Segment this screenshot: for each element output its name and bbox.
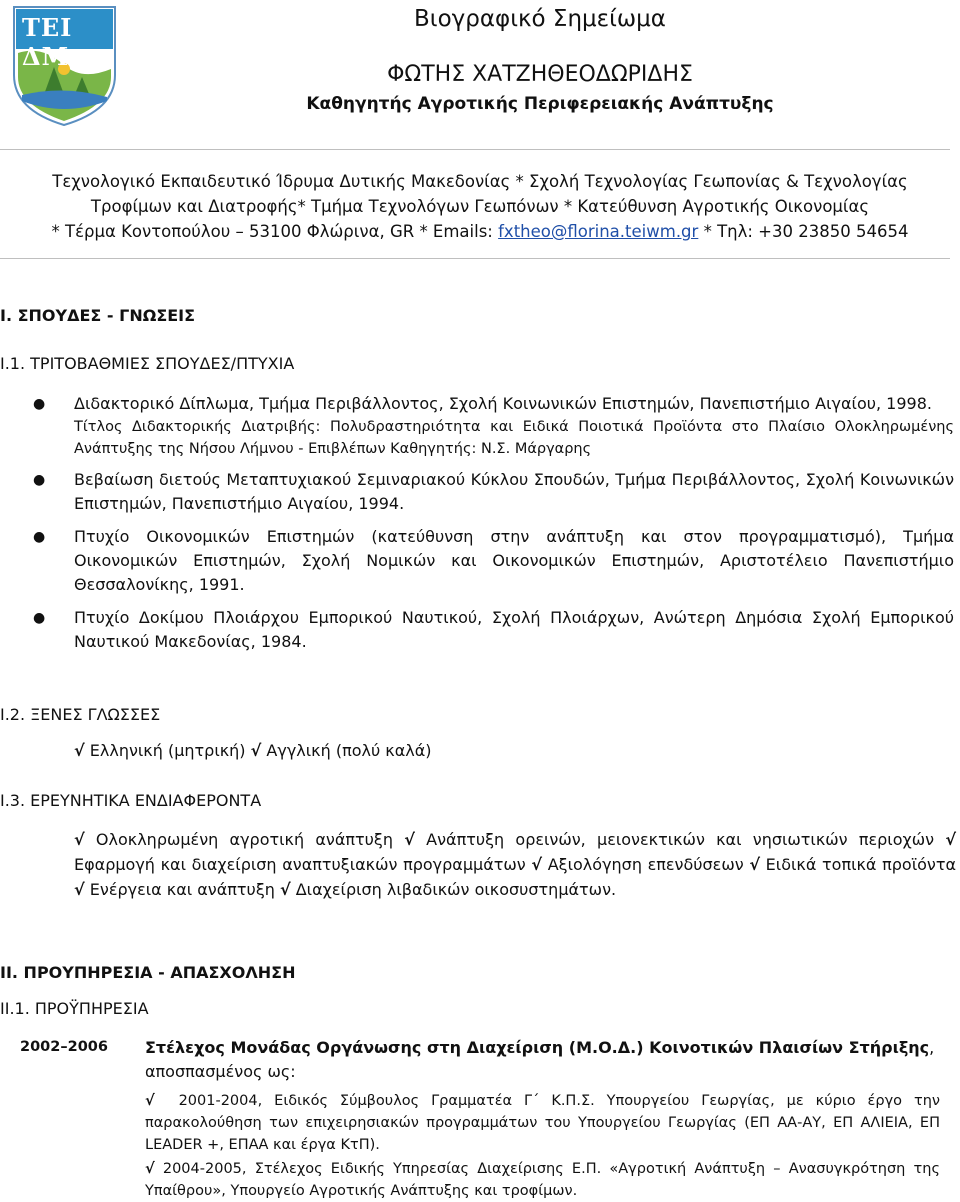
section-interests-heading: Ι.3. ΕΡΕΥΝΗΤΙΚΑ ΕΝΔΙΑΦΕΡΟΝΤΑ xyxy=(0,791,262,810)
degree-text: Διδακτορικό Δίπλωμα, Τμήμα Περιβάλλοντος, Σχολή Κοινωνικών Επιστημών, Πανεπιστήμιο Αιγαίου, 1998. xyxy=(74,394,932,413)
language-item: Ελληνική (μητρική) xyxy=(89,741,246,760)
degree-subtext: Τίτλος Διδακτορικής Διατριβής: Πολυδραστηριότητα και Ειδικά Ποιοτικά Προϊόντα στο Πλαίσιο Ολοκληρωμένης Ανάπτυξης της Νήσου Λήμνου - Επιβλέπων Καθηγητής: Ν.Σ. Μάργαρης xyxy=(74,419,954,457)
document-title: Βιογραφικό Σημείωμα xyxy=(414,6,666,32)
degree-item xyxy=(30,468,954,516)
check-icon: √ xyxy=(74,741,85,760)
check-icon: √ xyxy=(74,880,85,899)
degree-text: Πτυχίο Δοκίμου Πλοιάρχου Εμπορικού Ναυτικού, Σχολή Πλοιάρχων, Ανώτερη Δημόσια Σχολή Εμπορικού Ναυτικού Μακεδονίας, 1984. xyxy=(74,608,954,651)
top-divider xyxy=(0,149,950,150)
bullet-icon: ● xyxy=(33,472,46,488)
duty-text: 2004-2005, Στέλεχος Ειδικής Υπηρεσίας Διαχείρισης Ε.Π. «Αγροτική Ανάπτυξη – Ανασυγκρότηση της Υπαίθρου», Υπουργείο Αγροτικής Ανάπτυξης και τροφίμων. xyxy=(145,1161,940,1199)
interest-item: Διαχείριση λιβαδικών οικοσυστημάτων. xyxy=(295,880,617,899)
interest-item: Ενέργεια και ανάπτυξη xyxy=(89,880,275,899)
phone-text: * Τηλ: +30 23850 54654 xyxy=(698,222,909,241)
check-icon: √ xyxy=(145,1161,155,1177)
degrees-list xyxy=(30,392,954,654)
job-years: 2002–2006 xyxy=(20,1039,108,1055)
duty-text: 2001-2004, Ειδικός Σύμβουλος Γραμματέα Γ΄ Κ.Π.Σ. Υπουργείου Γεωργίας, με κύριο έργο την παρακολούθηση των επιχειρησιακών προγραμμάτων του Υπουργείου Γεωργίας (ΕΠ ΑΑ-ΑΥ, ΕΠ ΑΛΙΕΙΑ, ΕΠ LEADER +, ΕΠΑΑ και έργα ΚτΠ). xyxy=(145,1093,940,1153)
section-tertiary-heading: Ι.1. ΤΡΙΤΟΒΑΘΜΙΕΣ ΣΠΟΥΔΕΣ/ΠΤΥΧΙΑ xyxy=(0,354,295,373)
person-name: ΦΩΤΗΣ ΧΑΤΖΗΘΕΟΔΩΡΙΔΗΣ xyxy=(387,62,693,87)
section-languages-heading: Ι.2. ΞΕΝΕΣ ΓΛΩΣΣΕΣ xyxy=(0,705,161,724)
job-duty xyxy=(145,1158,940,1202)
interest-item: Εφαρμογή και διαχείριση αναπτυξιακών προγραμμάτων xyxy=(74,855,526,874)
degree-item xyxy=(30,525,954,597)
check-icon: √ xyxy=(404,830,415,849)
person-position: Καθηγητής Αγροτικής Περιφερειακής Ανάπτυξης xyxy=(306,94,774,114)
check-icon: √ xyxy=(531,855,543,874)
job-title-line xyxy=(145,1036,940,1084)
institution-line-1: Τεχνολογικό Εκπαιδευτικό Ίδρυμα Δυτικής Μακεδονίας * Σχολή Τεχνολογίας Γεωπονίας & Τεχνολογίας xyxy=(52,172,908,191)
email-link[interactable]: fxtheo@florina.teiwm.gr xyxy=(498,222,699,241)
institution-logo xyxy=(12,5,117,127)
job-body xyxy=(145,1036,940,1202)
interests-paragraph xyxy=(74,827,956,902)
institution-info xyxy=(20,169,940,244)
degree-item xyxy=(30,392,954,460)
interest-item: Ανάπτυξη ορεινών, μειονεκτικών και νησιωτικών περιοχών xyxy=(426,830,935,849)
section-experience-heading: ΙΙ. ΠΡΟΥΠΗΡΕΣΙΑ - ΑΠΑΣΧΟΛΗΣΗ xyxy=(0,963,296,982)
institution-line-3 xyxy=(20,219,940,244)
interest-item: Ολοκληρωμένη αγροτική ανάπτυξη xyxy=(95,830,393,849)
section-studies-heading: Ι. ΣΠΟΥΔΕΣ - ΓΝΩΣΕΙΣ xyxy=(0,306,196,325)
degree-item xyxy=(30,606,954,654)
check-icon: √ xyxy=(74,830,85,849)
languages-line xyxy=(74,741,432,760)
job-role: Στέλεχος Μονάδας Οργάνωσης στη Διαχείριση (Μ.Ο.Δ.) Κοινοτικών Πλαισίων Στήριξης xyxy=(145,1038,930,1057)
section-previous-heading: ΙΙ.1. ΠΡΟΫΠΗΡΕΣΙΑ xyxy=(0,999,149,1018)
language-item: Αγγλική (πολύ καλά) xyxy=(266,741,432,760)
bullet-icon: ● xyxy=(33,610,46,626)
interest-item: Αξιολόγηση επενδύσεων xyxy=(547,855,744,874)
bullet-icon: ● xyxy=(33,396,46,412)
check-icon: √ xyxy=(749,855,760,874)
header-divider xyxy=(0,258,950,259)
job-role-suffix: , αποσπασμένος ως: xyxy=(145,1038,935,1081)
degree-text: Βεβαίωση διετούς Μεταπτυχιακού Σεμιναριακού Κύκλου Σπουδών, Τμήμα Περιβάλλοντος, Σχολή Κοινωνικών Επιστημών, Πανεπιστήμιο Αιγαίου, 1994. xyxy=(74,470,954,513)
degree-text: Πτυχίο Οικονομικών Επιστημών (κατεύθυνση στην ανάπτυξη και στον προγραμματισμό), Τμήμα Οικονομικών Επιστημών, Σχολή Νομικών και Οικονομικών Επιστημών, Αριστοτέλειο Πανεπιστήμιο Θεσσαλονίκης, 1991. xyxy=(74,527,954,594)
check-icon: √ xyxy=(250,741,262,760)
interest-item: Ειδικά τοπικά προϊόντα xyxy=(765,855,957,874)
check-icon: √ xyxy=(945,830,956,849)
logo-text: ΤΕΙ ΔΜ xyxy=(22,13,73,71)
check-icon: √ xyxy=(279,880,291,899)
bullet-icon: ● xyxy=(33,529,46,545)
address-text: * Τέρμα Κοντοπούλου – 53100 Φλώρινα, GR * Emails: xyxy=(51,222,499,241)
job-duty xyxy=(145,1090,940,1156)
institution-line-2: Τροφίμων και Διατροφής* Τμήμα Τεχνολόγων Γεωπόνων * Κατεύθυνση Αγροτικής Οικονομίας xyxy=(90,197,870,216)
check-icon: √ xyxy=(145,1093,155,1109)
